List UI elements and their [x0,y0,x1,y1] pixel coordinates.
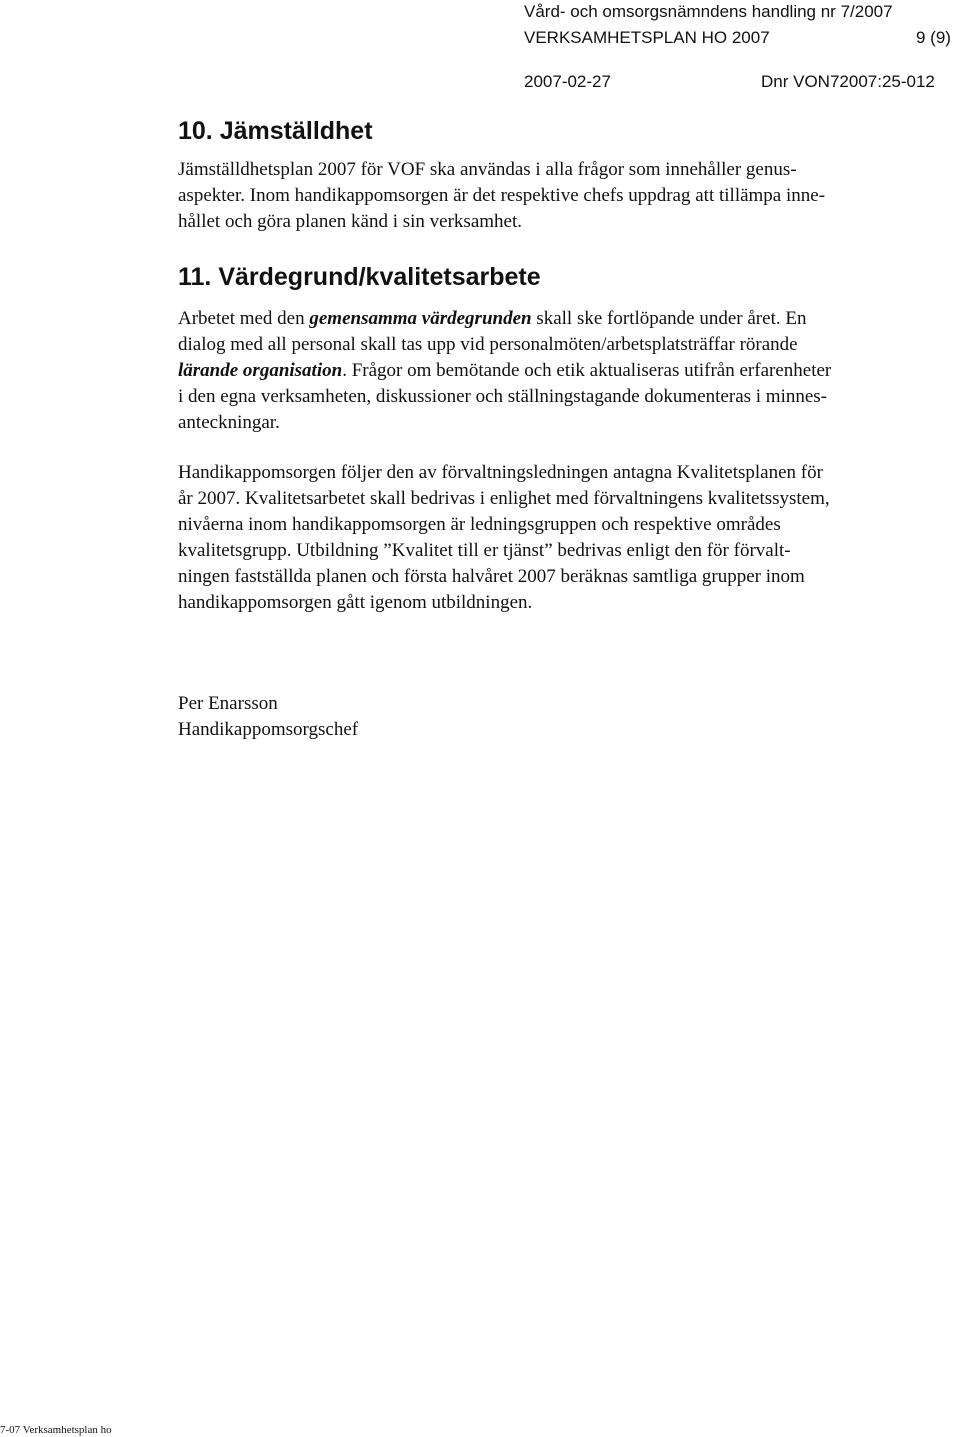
header-plan-title: VERKSAMHETSPLAN HO 2007 [524,28,770,47]
signature-title: Handikappomsorgschef [178,719,359,740]
paragraph-line: dialog med all personal skall tas upp vid personalmöten/arbetsplatsträffar rörande [178,334,798,355]
text-run: Arbetet med den [178,308,310,329]
paragraph-line: aspekter. Inom handikappomsorgen är det respektive chefs uppdrag att tillämpa inne- [178,185,826,206]
section-vardegrund-paragraph-1 [178,306,948,436]
paragraph-line: hållet och göra planen känd i sin verksamhet. [178,211,523,232]
section-vardegrund-paragraph-2 [178,460,948,616]
text-run: . Frågor om bemötande och etik aktualiseras utifrån erfarenheter [342,360,832,381]
section-heading-vardegrund: 11. Värdegrund/kvalitetsarbete [178,263,541,291]
paragraph-line: Jämställdhetsplan 2007 för VOF ska användas i alla frågor som innehåller genus- [178,159,797,180]
header-dnr: Dnr VON72007:25-012 [761,72,935,91]
signature-name: Per Enarsson [178,693,278,714]
paragraph-line: i den egna verksamheten, diskussioner och ställningstagande dokumenteras i minnes- [178,386,828,407]
paragraph-line: kvalitetsgrupp. Utbildning ”Kvalitet till er tjänst” bedrivas enligt den för förvalt- [178,540,791,561]
paragraph-line: år 2007. Kvalitetsarbetet skall bedrivas i enlighet med förvaltningens kvalitetssystem, [178,488,830,509]
header-date: 2007-02-27 [524,72,611,91]
text-run: skall ske fortlöpande under året. En [531,308,807,329]
section-heading-jamstalldhet: 10. Jämställdhet [178,117,373,145]
header-page-number: 9 (9) [916,28,951,47]
header-handling-title: Vård- och omsorgsnämndens handling nr 7/2007 [524,2,893,21]
paragraph-line [178,306,948,332]
section-jamstalldhet-paragraph [178,157,948,235]
emphasis-gemensamma-vardegrunden: gemensamma värdegrunden [309,308,532,329]
signature-block [178,691,948,743]
emphasis-larande-organisation: lärande organisation [178,360,343,381]
paragraph-line: handikappomsorgen gått igenom utbildningen. [178,592,533,613]
paragraph-line: ningen fastställda planen och första halvåret 2007 beräknas samtliga grupper inom [178,566,805,587]
paragraph-line: Handikappomsorgen följer den av förvaltningsledningen antagna Kvalitetsplanen för [178,462,823,483]
footer-filename: 7-07 Verksamhetsplan ho [0,1424,112,1436]
paragraph-line [178,358,948,384]
paragraph-line: nivåerna inom handikappomsorgen är ledningsgruppen och respektive områdes [178,514,781,535]
paragraph-line: anteckningar. [178,412,280,433]
